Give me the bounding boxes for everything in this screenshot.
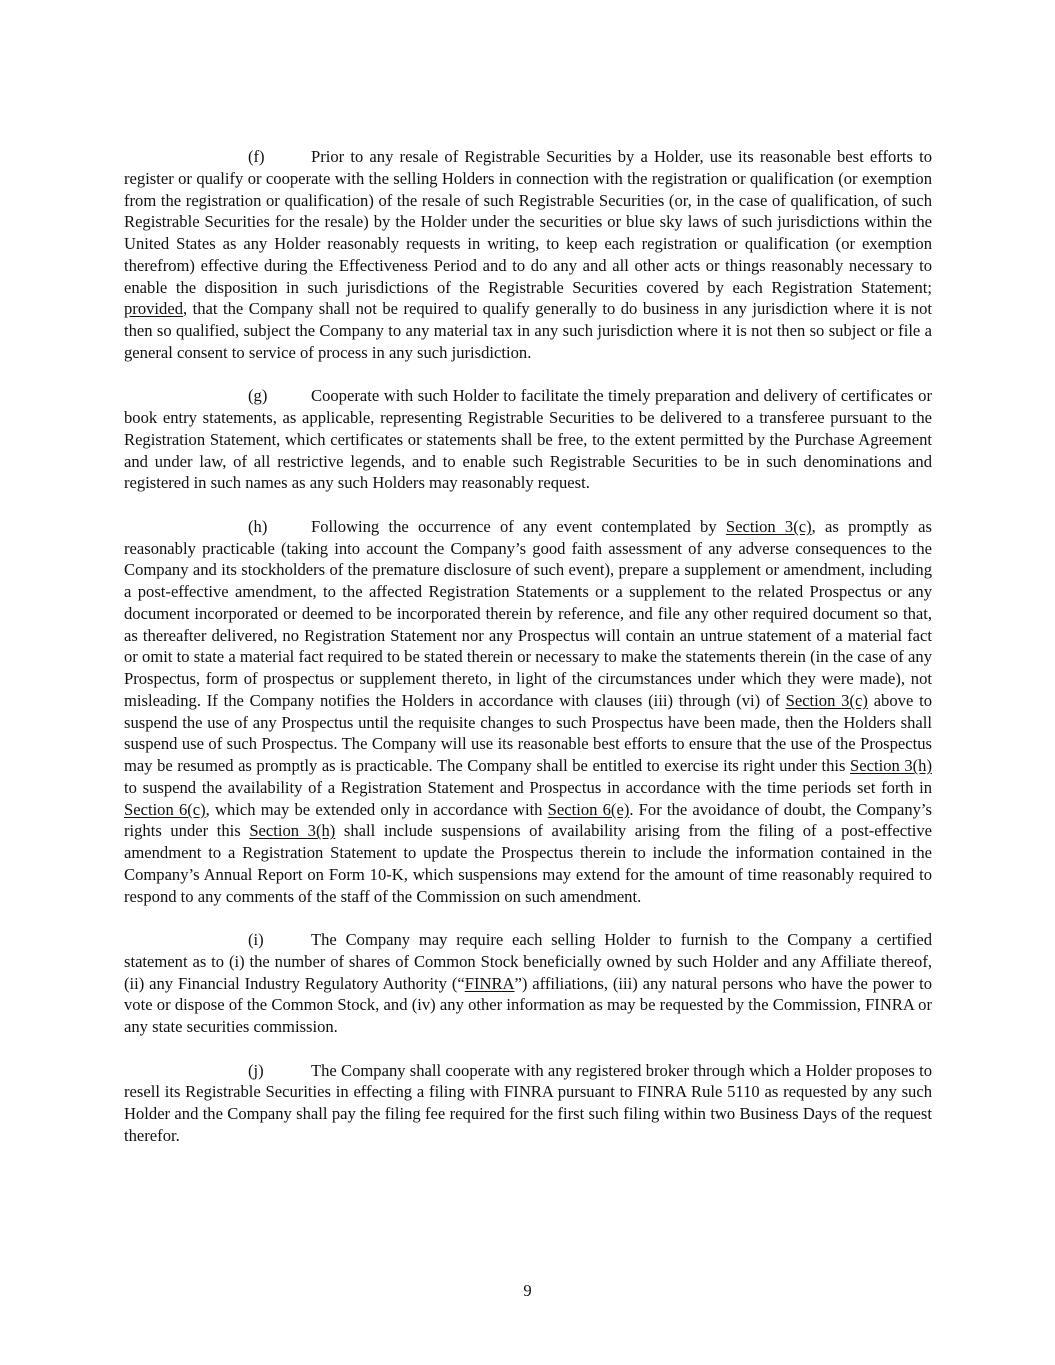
paragraph-text: , as promptly as reasonably practicable (taking into account the Company’s good faith assessment of any adverse consequences to the Company and its stockholders of the premature disclosure of such event), prepare a supplement or amendment, including a post-effective amendment, to the affected Registration Statements or a supplement to the related Prospectus or any document incorporated or deemed to be incorporated therein by reference, and file any other required document so that, as thereafter delivered, no Registration Statement nor any Prospectus will contain an untrue statement of a material fact or omit to state a material fact required to be stated therein or necessary to make the statements therein (in the case of any Prospectus, form of prospectus or supplement thereto, in light of the circumstances under which they were made), not misleading. If the Company notifies the Holders in accordance with clauses (iii) through (vi) of <box>124 516 932 710</box>
paragraph-text: The Company shall cooperate with any registered broker through which a Holder proposes to resell its Registrable Securities in effecting a filing with FINRA pursuant to FINRA Rule 5110 as requested by any such Holder and the Company shall pay the filing fee required for the first such filing within two Business Days of the request therefor. <box>124 1060 932 1145</box>
paragraph-text: , which may be extended only in accordance with <box>205 799 548 819</box>
cross-reference: Section 3(h) <box>249 821 336 841</box>
paragraph-text: The Company may require each selling Holder to furnish to the Company a certified statement as to (i) the number of shares of Common Stock beneficially owned by such Holder and any Affiliate thereof, (ii) any Financial Industry Regulatory Authority (“ <box>124 930 932 993</box>
cross-reference: Section 3(c) <box>725 516 812 536</box>
paragraph-i <box>124 929 932 1038</box>
paragraph-label: (j) <box>248 1060 264 1080</box>
cross-reference: Section 6(e) <box>547 799 630 819</box>
paragraph-label: (i) <box>248 930 264 949</box>
cross-reference: Section 3(c) <box>785 690 868 710</box>
paragraph-text: Following the occurrence of any event contemplated by <box>311 516 726 536</box>
page-number: 9 <box>523 1281 532 1300</box>
paragraph-text: to suspend the availability of a Registration Statement and Prospectus in accordance with the time periods set forth in <box>124 777 932 797</box>
paragraph-text: shall include suspensions of availability arising from the filing of a post-effective amendment to a Registration Statement to update the Prospectus therein to include the information contained in the Company’s Annual Report on Form 10-K, which suspensions may extend for the amount of time reasonably required to respond to any comments of the staff of the Commission on such amendment. <box>124 821 933 906</box>
paragraph-text: above to suspend the use of any Prospectus until the requisite changes to such Prospectus have been made, then the Holders shall suspend use of such Prospectus. The Company will use its reasonable best efforts to ensure that the use of the Prospectus may be resumed as promptly as is practicable. The Company shall be entitled to exercise its right under this <box>124 690 933 775</box>
paragraph-text: . For the avoidance of doubt, the Company’s rights under this <box>124 799 932 841</box>
paragraph-label: (h) <box>248 516 268 536</box>
paragraph-text: Cooperate with such Holder to facilitate the timely preparation and delivery of certificates or book entry statements, as applicable, representing Registrable Securities to be delivered to a transferee pursuant to the Registration Statement, which certificates or statements shall be free, to the extent permitted by the Purchase Agreement and under law, of all restrictive legends, and to enable such Registrable Securities to be in such denominations and registered in such names as any such Holders may reasonably request. <box>124 386 932 493</box>
paragraph-h <box>124 516 932 908</box>
cross-reference: FINRA <box>464 973 515 993</box>
paragraph-j <box>124 1060 932 1147</box>
cross-reference: Section 6(c) <box>124 799 206 819</box>
cross-reference: Section 3(h) <box>850 756 932 775</box>
paragraph-label: (f) <box>248 147 265 166</box>
document-body <box>124 146 932 1168</box>
paragraph-text: , that the Company shall not be required to qualify generally to do business in any jurisdiction where it is not then so qualified, subject the Company to any material tax in any such jurisdiction where it is not then so subject or file a general consent to service of process in any such jurisdiction. <box>124 299 932 362</box>
paragraph-g <box>124 385 932 494</box>
paragraph-f <box>124 146 932 364</box>
paragraph-text: ”) affiliations, (iii) any natural persons who have the power to vote or dispose of the Common Stock, and (iv) any other information as may be requested by the Commission, FINRA or any state securities commission. <box>124 973 932 1036</box>
paragraph-text: Prior to any resale of Registrable Securities by a Holder, use its reasonable best efforts to register or qualify or cooperate with the selling Holders in connection with the registration or qualification (or exemption from the registration or qualification) of the resale of such Registrable Securities (or, in the case of qualification, of such Registrable Securities for the resale) by the Holder under the securities or blue sky laws of such jurisdictions within the United States as any Holder reasonably requests in writing, to keep each registration or qualification (or exemption therefrom) effective during the Effectiveness Period and to do any and all other acts or things reasonably necessary to enable the disposition in such jurisdictions of the Registrable Securities covered by each Registration Statement; <box>124 147 932 297</box>
cross-reference: provided <box>124 299 183 319</box>
paragraph-label: (g) <box>248 386 268 406</box>
